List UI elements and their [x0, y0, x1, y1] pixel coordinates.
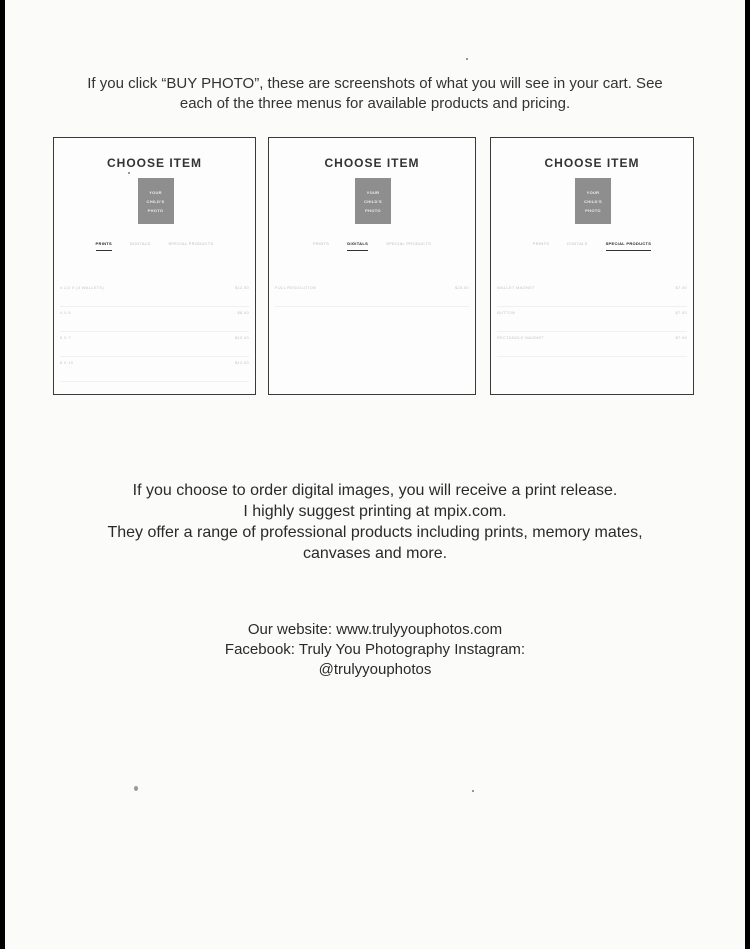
list-item[interactable]	[497, 332, 687, 357]
thumb-text: YOUR	[586, 189, 600, 195]
menu-tabs	[269, 241, 475, 251]
document-page	[5, 0, 745, 949]
tab-digitals[interactable]: DIGITALS	[130, 241, 151, 246]
middle-line-4: canvases and more.	[302, 545, 448, 562]
product-price: $25.00	[454, 285, 469, 290]
product-name: FULL RESOLUTION	[275, 285, 317, 290]
list-item[interactable]	[60, 357, 249, 382]
list-item[interactable]	[60, 282, 249, 307]
middle-line-1: If you choose to order digital images, you will receive a print release.	[132, 482, 618, 499]
product-price: $8.00	[237, 310, 249, 315]
product-list	[60, 282, 249, 382]
paper-speck	[472, 790, 474, 792]
paper-speck	[128, 172, 130, 174]
print-release-text	[5, 480, 745, 564]
photo-thumbnail	[138, 178, 174, 224]
panel-title: CHOOSE ITEM	[544, 156, 640, 170]
product-price: $12.00	[234, 360, 249, 365]
product-price: $7.00	[675, 335, 687, 340]
panel-title: CHOOSE ITEM	[106, 156, 202, 170]
thumb-text: CHILD'S	[584, 198, 602, 204]
intro-line-1: If you click “BUY PHOTO”, these are screenshots of what you will see in your cart. See	[87, 75, 663, 92]
thumb-text: YOUR	[149, 189, 162, 195]
product-name: BUTTON	[497, 310, 516, 315]
list-item[interactable]	[275, 282, 469, 307]
tab-digitals[interactable]: DIGITALS	[347, 241, 368, 251]
contact-info	[5, 620, 745, 680]
intro-text	[5, 74, 745, 114]
tab-special-products[interactable]: SPECIAL PRODUCTS	[168, 241, 214, 246]
tab-special-products[interactable]: SPECIAL PRODUCTS	[386, 241, 432, 246]
paper-speck	[466, 58, 468, 60]
cart-screenshot-digitals	[268, 137, 476, 395]
product-list	[497, 282, 687, 357]
website-line: Our website: www.trulyyouphotos.com	[247, 621, 503, 638]
instagram-handle: @trulyyouphotos	[318, 661, 432, 678]
thumb-text: YOUR	[366, 189, 380, 195]
list-item[interactable]	[497, 307, 687, 332]
cart-screenshot-prints	[53, 137, 256, 395]
product-list	[275, 282, 469, 307]
middle-line-3: They offer a range of professional products including prints, memory mates,	[107, 524, 643, 541]
thumb-text: PHOTO	[365, 207, 381, 213]
product-name: 4 1/2 X (4 WALLETS)	[60, 285, 105, 290]
list-item[interactable]	[60, 307, 249, 332]
thumb-text: CHILD'S	[364, 198, 382, 204]
product-price: $10.00	[234, 335, 249, 340]
middle-line-2: I highly suggest printing at mpix.com.	[243, 503, 507, 520]
product-name: RECTANGLE MAGNET	[497, 335, 545, 340]
thumb-text: CHILD'S	[146, 198, 165, 204]
photo-thumbnail	[355, 178, 391, 224]
product-name: 4 X 6	[60, 310, 71, 315]
tab-prints[interactable]: PRINTS	[96, 241, 112, 251]
tab-digitals[interactable]: DIGITALS	[567, 241, 588, 246]
product-price: $7.00	[675, 285, 687, 290]
list-item[interactable]	[60, 332, 249, 357]
tab-prints[interactable]: PRINTS	[312, 241, 330, 246]
product-name: 8 X 10	[60, 360, 74, 365]
tab-special-products[interactable]: SPECIAL PRODUCTS	[606, 241, 652, 251]
product-price: $12.50	[234, 285, 249, 290]
cart-screenshot-special-products	[490, 137, 694, 395]
menu-tabs	[54, 241, 255, 251]
menu-tabs	[491, 241, 693, 251]
paper-speck	[134, 786, 138, 791]
panel-title: CHOOSE ITEM	[324, 156, 420, 170]
tab-prints[interactable]: PRINTS	[532, 241, 550, 246]
social-line: Facebook: Truly You Photography Instagram:	[224, 641, 526, 658]
intro-line-2: each of the three menus for available products and pricing.	[179, 95, 571, 112]
list-item[interactable]	[497, 282, 687, 307]
photo-thumbnail	[575, 178, 611, 224]
thumb-text: PHOTO	[147, 207, 164, 213]
product-name: 5 X 7	[60, 335, 71, 340]
product-name: WALLET MAGNET	[497, 285, 535, 290]
thumb-text: PHOTO	[585, 207, 601, 213]
product-price: $7.00	[675, 310, 687, 315]
